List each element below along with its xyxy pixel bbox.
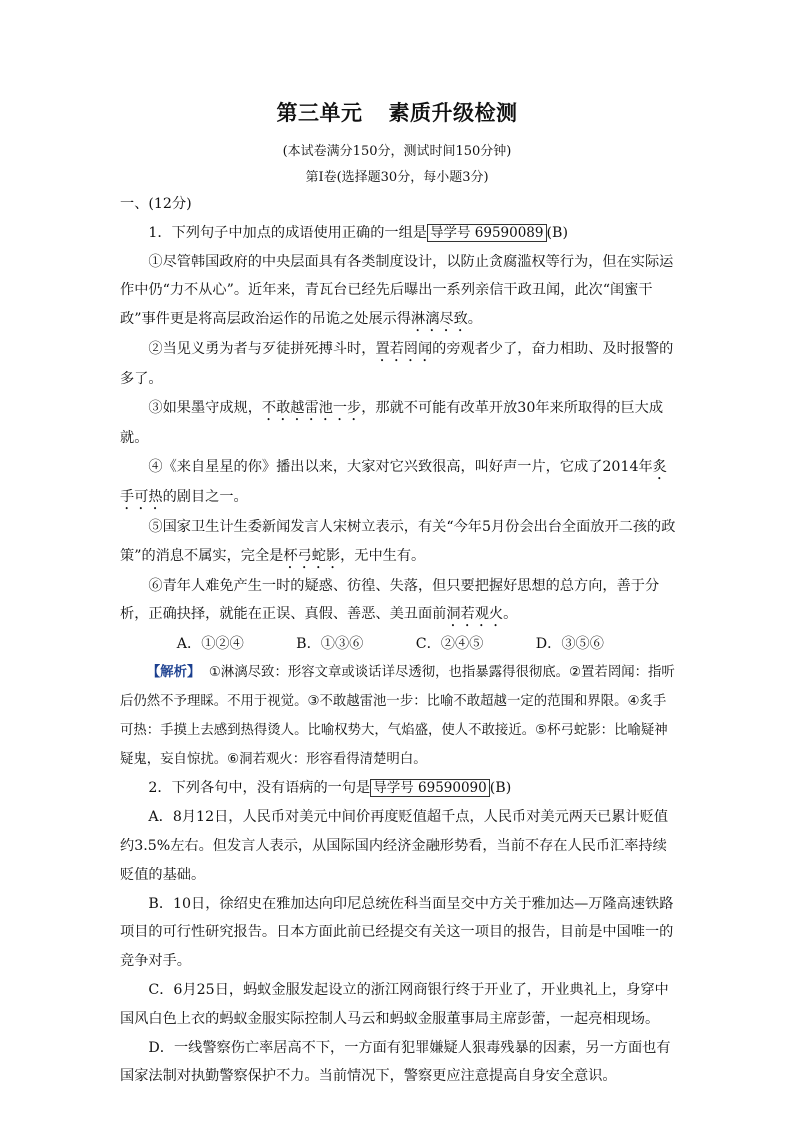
- q1-s4-text-b: 的剧目之一。: [162, 488, 248, 505]
- q1-option-d: D．③⑤⑥: [535, 636, 604, 653]
- question-2-answer: (B): [489, 780, 512, 797]
- q2-option-a: A．8月12日，人民币对美元中间价再度贬值超千点，人民币对美元两天已累计贬值约3.5%左右。但发言人表示，从国际国内经济金融形势看，当前不存在人民币汇率持续贬值的基础。: [120, 809, 669, 883]
- q1-s2-text-a: ②当见义勇为者与歹徒拼死搏斗时，: [148, 341, 376, 358]
- exam-info: (本试卷满分150分，测试时间150分钟): [282, 144, 512, 159]
- analysis-label: 【解析】: [146, 665, 201, 681]
- q1-sentence-6: [120, 572, 676, 631]
- question-2-text: 2．下列各句中，没有语病的一句是: [148, 780, 371, 797]
- q1-sentence-1: [120, 248, 676, 336]
- q1-sentence-5: [120, 513, 676, 572]
- question-2-ref: 导学号 69590090: [370, 779, 490, 797]
- q1-option-a: A．①②④: [176, 636, 244, 653]
- q1-sentence-2: [120, 335, 676, 394]
- section-label: 一、(12分): [120, 196, 192, 212]
- q2-option-d: D．一线警察伤亡率居高不下，一方面有犯罪嫌疑人狠毒残暴的因素，另一方面也有国家法制对执勤警察保护不力。当前情况下，警察更应注意提高自身安全意识。: [120, 1039, 671, 1085]
- section-info: 第Ⅰ卷(选择题30分，每小题3分): [305, 170, 489, 185]
- question-1-ref: 导学号 69590089: [427, 224, 547, 242]
- q1-analysis: [120, 659, 676, 774]
- question-1-stem: [120, 219, 676, 248]
- q1-sentence-4: [120, 453, 676, 513]
- q1-options: [120, 630, 676, 659]
- q1-s2-idiom: 置若罔闻: [375, 341, 433, 358]
- q1-s1-idiom: 淋漓尽致: [411, 311, 468, 328]
- q1-s3-text-b: ，那就不可能有改革开放30年来所取得的巨大成就。: [120, 399, 664, 446]
- q1-s4-text-a: ④《来自星星的你》播出以来，大家对它兴致很高，叫好声一片，它成了2014年: [148, 458, 653, 475]
- document-body: [120, 190, 676, 1091]
- q1-s5-idiom: 杯弓蛇影: [283, 547, 341, 564]
- analysis-text: ①淋漓尽致：形容文章或谈话详尽透彻，也指暴露得很彻底。②置若罔闻：指听后仍然不予理睬。不用于视觉。③不敢越雷池一步：比喻不敢超越一定的范围和界限。④炙手可热：手摸上去感到热得烫人。比喻权势大，气焰盛，使人不敢接近。⑤杯弓蛇影：比喻疑神疑鬼，妄自惊扰。⑥洞若观火：形容看得清楚明白。: [120, 665, 675, 767]
- q1-sentence-3: [120, 394, 676, 453]
- question-1-text: 1．下列句子中加点的成语使用正确的一组是: [148, 224, 427, 241]
- q1-s6-text-b: 。: [503, 606, 518, 623]
- q1-s6-text-a: ⑥青年人难免产生一时的疑惑、彷徨、失落，但只要把握好思想的总方向，善于分析，正确抉择，就能在正误、真假、善恶、美丑面前: [120, 577, 660, 623]
- q1-s3-text-a: ③如果墨守成规，: [148, 399, 262, 416]
- q1-s3-idiom: 不敢越雷池一步: [261, 399, 362, 416]
- q1-s5-text-a: ⑤国家卫生计生委新闻发言人宋树立表示，有关“今年5月份会出台全面放开二孩的政策”的消息不属实，完全是: [120, 518, 676, 564]
- q1-option-b: B．①③⑥: [296, 636, 364, 653]
- q2-option-b: B．10日，徐绍史在雅加达向印尼总统佐科当面呈交中方关于雅加达—万隆高速铁路项目的可行性研究报告。日本方面此前已经提交有关这一项目的报告，目前是中国唯一的竞争对手。: [120, 895, 674, 970]
- page-title: [0, 97, 794, 127]
- question-1-answer: (B): [546, 224, 568, 241]
- q1-s2-text-b: 的旁观者少了，奋力相助、及时报警的多了。: [120, 341, 674, 388]
- q1-option-c: C．②④⑤: [415, 636, 484, 653]
- q1-s4-idiom: 炙手可热: [120, 458, 667, 505]
- title-unit: 第三单元: [276, 101, 363, 125]
- question-2-stem: [120, 774, 676, 803]
- q1-s6-idiom: 洞若观火: [446, 606, 504, 623]
- title-name: 素质升级检测: [388, 101, 518, 125]
- q1-s5-text-b: ，无中生有。: [340, 547, 426, 564]
- q2-option-c: C．6月25日，蚂蚁金服发起设立的浙江网商银行终于开业了，开业典礼上，身穿中国风白色上衣的蚂蚁金服实际控制人马云和蚂蚁金服董事局主席彭蕾，一起亮相现场。: [120, 981, 669, 1027]
- q1-s1-text-a: ①尽管韩国政府的中央层面具有各类制度设计，以防止贪腐滥权等行为，但在实际运作中仍“力不从心”。近年来，青瓦台已经先后曝出一系列亲信干政丑闻，此次“闺蜜干政”事件更是将高层政治运作的吊诡之处展示得: [120, 253, 674, 328]
- q1-s1-text-b: 。: [467, 311, 482, 328]
